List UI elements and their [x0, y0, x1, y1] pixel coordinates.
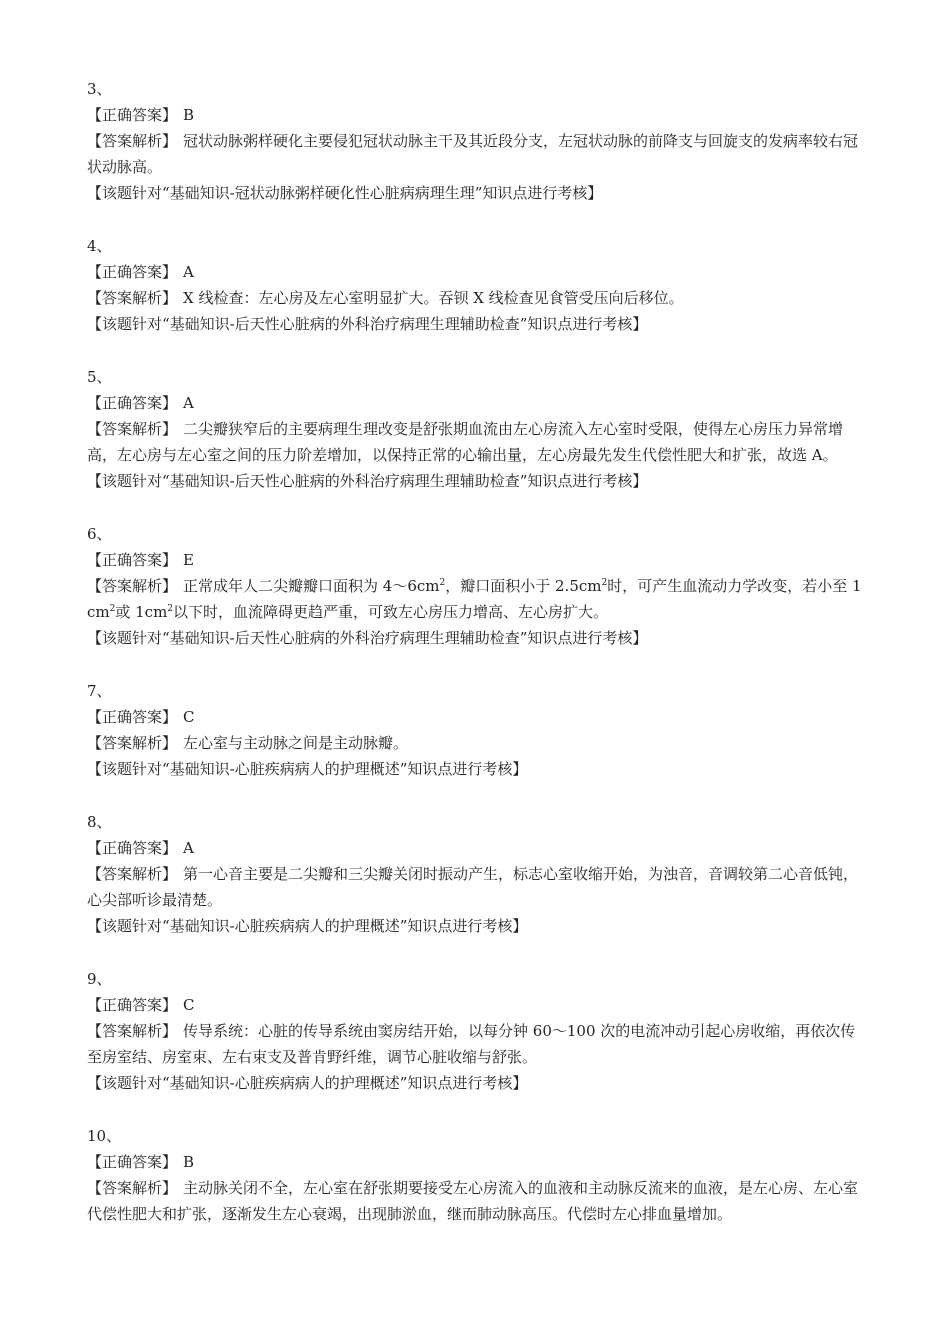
topic-text: 基础知识-冠状动脉粥样硬化性心脏病病理生理 — [169, 184, 475, 202]
topic-prefix: 【该题针对“ — [87, 315, 170, 333]
analysis-label: 【答案解析】 — [87, 734, 178, 752]
analysis-label: 【答案解析】 — [87, 420, 178, 438]
analysis-text-part: 正常成年人二尖瓣瓣口面积为 4～6cm — [183, 577, 440, 595]
question-number: 10、 — [87, 1127, 122, 1145]
answer-value: A — [183, 263, 194, 281]
analysis-text: 传导系统：心脏的传导系统由窦房结开始，以每分钟 60～100 次的电流冲动引起心房收缩，再依次传至房室结、房室束、左右束支及普肯野纤维，调节心脏收缩与舒张。 — [87, 1022, 856, 1066]
analysis-label: 【答案解析】 — [87, 132, 178, 150]
analysis-line — [87, 285, 867, 311]
topic-text: 基础知识-心脏疾病病人的护理概述 — [169, 760, 400, 778]
topic-suffix: ”知识点进行考核】 — [399, 1074, 528, 1092]
topic-line — [87, 625, 867, 651]
topic-prefix: 【该题针对“ — [87, 629, 170, 647]
answer-label: 【正确答案】 — [87, 263, 178, 281]
analysis-text: 第一心音主要是二尖瓣和三尖瓣关闭时振动产生，标志心室收缩开始，为浊音，音调较第二心音低钝，心尖部听诊最清楚。 — [87, 865, 859, 909]
topic-prefix: 【该题针对“ — [87, 472, 170, 490]
analysis-line — [87, 1175, 867, 1227]
answer-label: 【正确答案】 — [87, 551, 178, 569]
analysis-text: 冠状动脉粥样硬化主要侵犯冠状动脉主干及其近段分支，左冠状动脉的前降支与回旋支的发病率较右冠状动脉高。 — [87, 132, 859, 176]
topic-suffix: ”知识点进行考核】 — [519, 315, 648, 333]
analysis-text-part: ，瓣口面积小于 2.5cm — [445, 577, 602, 595]
question-block — [87, 1123, 867, 1227]
correct-answer-line — [87, 704, 867, 730]
analysis-line — [87, 573, 867, 625]
analysis-line — [87, 128, 867, 180]
document-page — [87, 76, 867, 1254]
topic-prefix: 【该题针对“ — [87, 1074, 170, 1092]
topic-text: 基础知识-后天性心脏病的外科治疗病理生理辅助检查 — [169, 629, 520, 647]
question-block — [87, 678, 867, 782]
answer-value: B — [183, 106, 195, 124]
question-block — [87, 809, 867, 939]
analysis-text-part: 或 1cm — [115, 603, 168, 621]
analysis-line — [87, 730, 867, 756]
question-number: 5、 — [87, 368, 112, 386]
topic-text: 基础知识-后天性心脏病的外科治疗病理生理辅助检查 — [169, 472, 520, 490]
topic-text: 基础知识-后天性心脏病的外科治疗病理生理辅助检查 — [169, 315, 520, 333]
topic-line — [87, 756, 867, 782]
topic-line — [87, 913, 867, 939]
question-block — [87, 521, 867, 651]
analysis-text: 主动脉关闭不全，左心室在舒张期要接受左心房流入的血液和主动脉反流来的血液，是左心房、左心室代偿性肥大和扩张，逐渐发生左心衰竭，出现肺淤血，继而肺动脉高压。代偿时左心排血量增加。 — [87, 1179, 859, 1223]
correct-answer-line — [87, 102, 867, 128]
answer-value: C — [183, 708, 195, 726]
question-block — [87, 76, 867, 206]
correct-answer-line — [87, 259, 867, 285]
answer-value: B — [183, 1153, 195, 1171]
analysis-line — [87, 861, 867, 913]
question-block — [87, 364, 867, 494]
topic-line — [87, 468, 867, 494]
answer-value: C — [183, 996, 195, 1014]
topic-suffix: ”知识点进行考核】 — [399, 917, 528, 935]
correct-answer-line — [87, 547, 867, 573]
answer-value: E — [183, 551, 194, 569]
question-number: 7、 — [87, 682, 112, 700]
answer-label: 【正确答案】 — [87, 839, 178, 857]
correct-answer-line — [87, 835, 867, 861]
question-number: 3、 — [87, 80, 112, 98]
answer-label: 【正确答案】 — [87, 1153, 178, 1171]
topic-prefix: 【该题针对“ — [87, 760, 170, 778]
analysis-label: 【答案解析】 — [87, 1022, 178, 1040]
analysis-label: 【答案解析】 — [87, 1179, 178, 1197]
correct-answer-line — [87, 1149, 867, 1175]
question-number: 9、 — [87, 970, 112, 988]
topic-text: 基础知识-心脏疾病病人的护理概述 — [169, 1074, 400, 1092]
analysis-line — [87, 1018, 867, 1070]
question-number: 4、 — [87, 237, 112, 255]
topic-line — [87, 180, 867, 206]
analysis-label: 【答案解析】 — [87, 577, 178, 595]
analysis-label: 【答案解析】 — [87, 289, 178, 307]
analysis-label: 【答案解析】 — [87, 865, 178, 883]
analysis-text: X 线检查：左心房及左心室明显扩大。吞钡 X 线检查见食管受压向后移位。 — [183, 289, 684, 307]
correct-answer-line — [87, 992, 867, 1018]
answer-label: 【正确答案】 — [87, 106, 178, 124]
answer-label: 【正确答案】 — [87, 394, 178, 412]
superscript-2: 2 — [601, 578, 608, 588]
superscript-2: 2 — [439, 578, 446, 588]
topic-suffix: ”知识点进行考核】 — [519, 629, 648, 647]
topic-line — [87, 1070, 867, 1096]
analysis-text-part: 时，可产生血流动力学改变，若小至 1cm — [87, 577, 862, 621]
superscript-2: 2 — [167, 604, 174, 614]
topic-prefix: 【该题针对“ — [87, 184, 170, 202]
analysis-text-part: 以下时，血流障碍更趋严重，可致左心房压力增高、左心房扩大。 — [173, 603, 609, 621]
topic-suffix: ”知识点进行考核】 — [519, 472, 648, 490]
answer-label: 【正确答案】 — [87, 708, 178, 726]
analysis-line — [87, 416, 867, 468]
correct-answer-line — [87, 390, 867, 416]
topic-prefix: 【该题针对“ — [87, 917, 170, 935]
topic-text: 基础知识-心脏疾病病人的护理概述 — [169, 917, 400, 935]
question-block — [87, 233, 867, 337]
answer-value: A — [183, 394, 194, 412]
topic-line — [87, 311, 867, 337]
question-block — [87, 966, 867, 1096]
superscript-2: 2 — [109, 604, 116, 614]
topic-suffix: ”知识点进行考核】 — [399, 760, 528, 778]
question-number: 8、 — [87, 813, 112, 831]
answer-value: A — [183, 839, 194, 857]
question-number: 6、 — [87, 525, 112, 543]
analysis-text: 二尖瓣狭窄后的主要病理生理改变是舒张期血流由左心房流入左心室时受限，使得左心房压力异常增高，左心房与左心室之间的压力阶差增加，以保持正常的心输出量，左心房最先发生代偿性肥大和扩张，故选 A。 — [87, 420, 844, 464]
topic-suffix: ”知识点进行考核】 — [474, 184, 603, 202]
analysis-text: 左心室与主动脉之间是主动脉瓣。 — [183, 734, 409, 752]
answer-label: 【正确答案】 — [87, 996, 178, 1014]
